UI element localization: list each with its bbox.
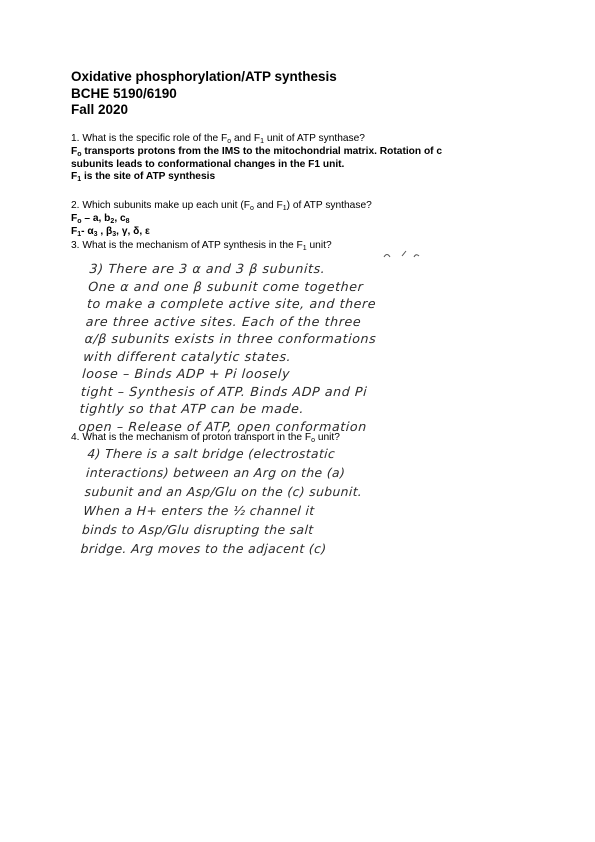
handwritten-line: to make a complete active site, and there (86, 296, 377, 311)
handwritten-answer-4 (80, 445, 366, 559)
handwritten-line: α/β subunits exists in three conformations (84, 331, 377, 346)
handwritten-answer-3 (78, 260, 382, 435)
answer-2-f1: $F_1-$ $\alpha_3$ , $\beta_3$, γ, δ, ε (71, 225, 150, 238)
handwritten-line: open – Release of ATP, open conformation (77, 418, 368, 434)
handwritten-line: loose – Binds ADP + Pi loosely (81, 366, 291, 381)
handwritten-line: with different catalytic states. (82, 348, 292, 364)
handwritten-line: tightly so that ATP can be made. (79, 401, 305, 416)
handwritten-line: subunit and an Asp/Glu on the (c) subunit. (84, 485, 363, 499)
question-3: 3. What is the mechanism of ATP synthesis in the $F_1$ unit? (71, 240, 332, 252)
handwriting-overlap-marks (84, 248, 544, 258)
handwritten-line: tight – Synthesis of ATP. Binds ADP and Pi (80, 383, 368, 399)
answer-1-line-3: $F_1$ is the site of ATP synthesis (71, 171, 216, 183)
handwritten-line: 3) There are 3 α and 3 β subunits. (88, 261, 326, 276)
answer-2 (71, 213, 521, 238)
handwritten-line: 4) There is a salt bridge (electrostatic (86, 447, 336, 461)
answer-1 (71, 146, 521, 184)
handwritten-line: interactions) between an Arg on the (a) (85, 466, 346, 480)
document-title: Oxidative phosphorylation/ATP synthesis (71, 69, 337, 84)
answer-2-fo: $F_o$ – a, $b_2$, $c_8$ (71, 213, 130, 225)
course-code: BCHE 5190/6190 (71, 85, 177, 101)
question-1: 1. What is the specific role of the $F_o$ and $F_1$ unit of ATP synthase? (71, 133, 365, 145)
question-4: 4. What is the mechanism of proton transport in the $F_o$ unit? (71, 432, 340, 444)
answer-1-line-2: subunits leads to conformational changes in the F1 unit. (71, 158, 345, 170)
handwritten-line: binds to Asp/Glu disrupting the salt (81, 523, 315, 537)
answer-1-line-1: $F_o$ transports protons from the IMS to the mitochondrial matrix. Rotation of c (71, 146, 443, 158)
handwritten-line: When a H+ enters the ½ channel it (82, 504, 316, 518)
handwritten-line: are three active sites. Each of the three (85, 313, 362, 329)
term: Fall 2020 (71, 102, 129, 117)
document-header (71, 69, 337, 119)
question-2: 2. Which subunits make up each unit ($F_o$ and $F_1$) of ATP synthase? (71, 200, 372, 212)
handwritten-line: One α and one β subunit come together (87, 278, 364, 294)
handwritten-line: bridge. Arg moves to the adjacent (c) (80, 542, 327, 556)
